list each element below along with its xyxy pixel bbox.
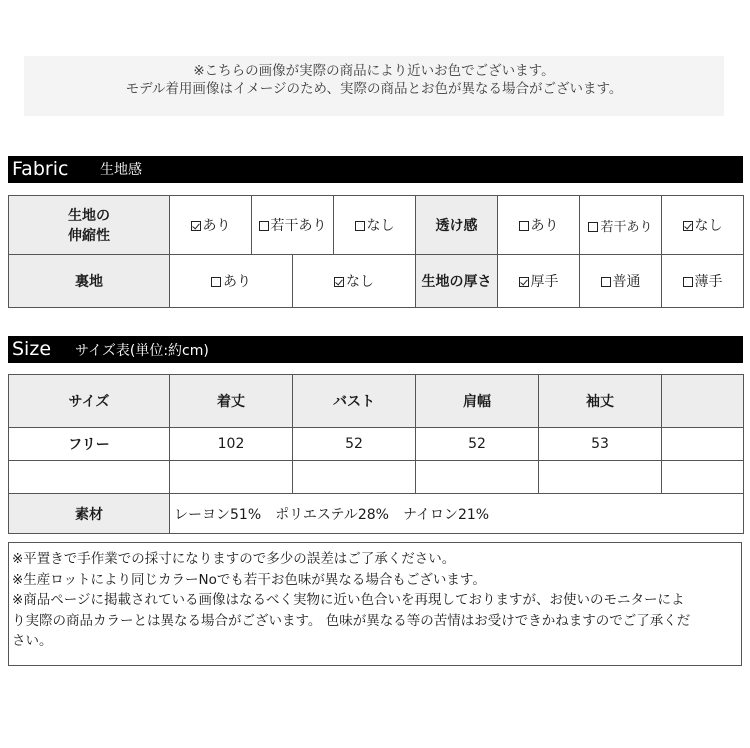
thickness-label: 生地の厚さ xyxy=(416,255,498,308)
header-bust: バスト xyxy=(293,375,416,428)
empty-cell xyxy=(662,461,744,494)
note-line-4: り実際の商品カラーとは異なる場合がございます。 色味が異なる等の苦情はお受けできかねますのでご了承くだ xyxy=(12,612,691,629)
checked-box-icon xyxy=(191,221,201,231)
note-line-1: ※平置きで手作業での採寸になりますので多少の誤差はご了承ください。 xyxy=(12,551,456,567)
sheer-label: 透け感 xyxy=(416,196,498,255)
empty-cell xyxy=(170,461,293,494)
note-line-5: さい。 xyxy=(12,633,53,649)
fabric-header-en: Fabric xyxy=(12,158,69,180)
size-table xyxy=(8,374,744,534)
unchecked-box-icon xyxy=(601,277,611,287)
fabric-table xyxy=(8,195,744,308)
stretch-option-nashi: なし xyxy=(334,196,416,255)
notes-box xyxy=(8,542,742,666)
value-shoulder: 52 xyxy=(416,428,539,461)
value-bust: 52 xyxy=(293,428,416,461)
thickness-option-futsuu: 普通 xyxy=(580,255,662,308)
sheer-option-ari: あり xyxy=(498,196,580,255)
header-length: 着丈 xyxy=(170,375,293,428)
notice-line-2: モデル着用画像はイメージのため、実際の商品とお色が異なる場合がございます。 xyxy=(125,81,623,97)
checked-box-icon xyxy=(334,277,344,287)
sheer-option-jakkan: 若干あり xyxy=(580,196,662,255)
note-line-3: ※商品ページに掲載されている画像はなるべく実物に近い色合いを再現しておりますが、お使いのモニターによ xyxy=(12,592,685,608)
stretch-option-jakkan: 若干あり xyxy=(252,196,334,255)
header-sleeve: 袖丈 xyxy=(539,375,662,428)
lining-option-ari: あり xyxy=(170,255,293,308)
checked-box-icon xyxy=(519,277,529,287)
lining-option-nashi: なし xyxy=(293,255,416,308)
unchecked-box-icon xyxy=(259,221,269,231)
checked-box-icon xyxy=(683,221,693,231)
unchecked-box-icon xyxy=(588,222,598,232)
fabric-section-header xyxy=(8,156,743,183)
header-empty xyxy=(662,375,744,428)
unchecked-box-icon xyxy=(519,221,529,231)
stretch-option-ari: あり xyxy=(170,196,252,255)
stretch-label-line-1: 生地の xyxy=(68,208,110,224)
note-line-2: ※生産ロットにより同じカラーNoでも若干お色味が異なる場合もございます。 xyxy=(12,571,486,588)
empty-cell xyxy=(539,461,662,494)
empty-cell xyxy=(9,461,170,494)
size-section-header xyxy=(8,336,743,363)
notice-line-1: ※こちらの画像が実際の商品により近いお色でございます。 xyxy=(193,63,555,79)
size-free: フリー xyxy=(9,428,170,461)
lining-label: 裏地 xyxy=(9,255,170,308)
fabric-header-jp: 生地感 xyxy=(100,162,142,178)
unchecked-box-icon xyxy=(683,277,693,287)
thickness-option-usude: 薄手 xyxy=(662,255,744,308)
stretch-label xyxy=(9,196,170,255)
empty-cell xyxy=(293,461,416,494)
size-header-jp: サイズ表(単位:約cm) xyxy=(75,343,209,359)
value-sleeve: 53 xyxy=(539,428,662,461)
image-color-notice xyxy=(24,56,724,116)
sheer-option-nashi: なし xyxy=(662,196,744,255)
material-value: レーヨン51% ポリエステル28% ナイロン21% xyxy=(170,494,744,534)
header-shoulder: 肩幅 xyxy=(416,375,539,428)
unchecked-box-icon xyxy=(211,277,221,287)
size-header-en: Size xyxy=(12,338,52,360)
stretch-label-line-2: 伸縮性 xyxy=(68,228,110,244)
material-label: 素材 xyxy=(9,494,170,534)
unchecked-box-icon xyxy=(355,221,365,231)
header-size: サイズ xyxy=(9,375,170,428)
value-empty xyxy=(662,428,744,461)
value-length: 102 xyxy=(170,428,293,461)
thickness-option-atsude: 厚手 xyxy=(498,255,580,308)
empty-cell xyxy=(416,461,539,494)
